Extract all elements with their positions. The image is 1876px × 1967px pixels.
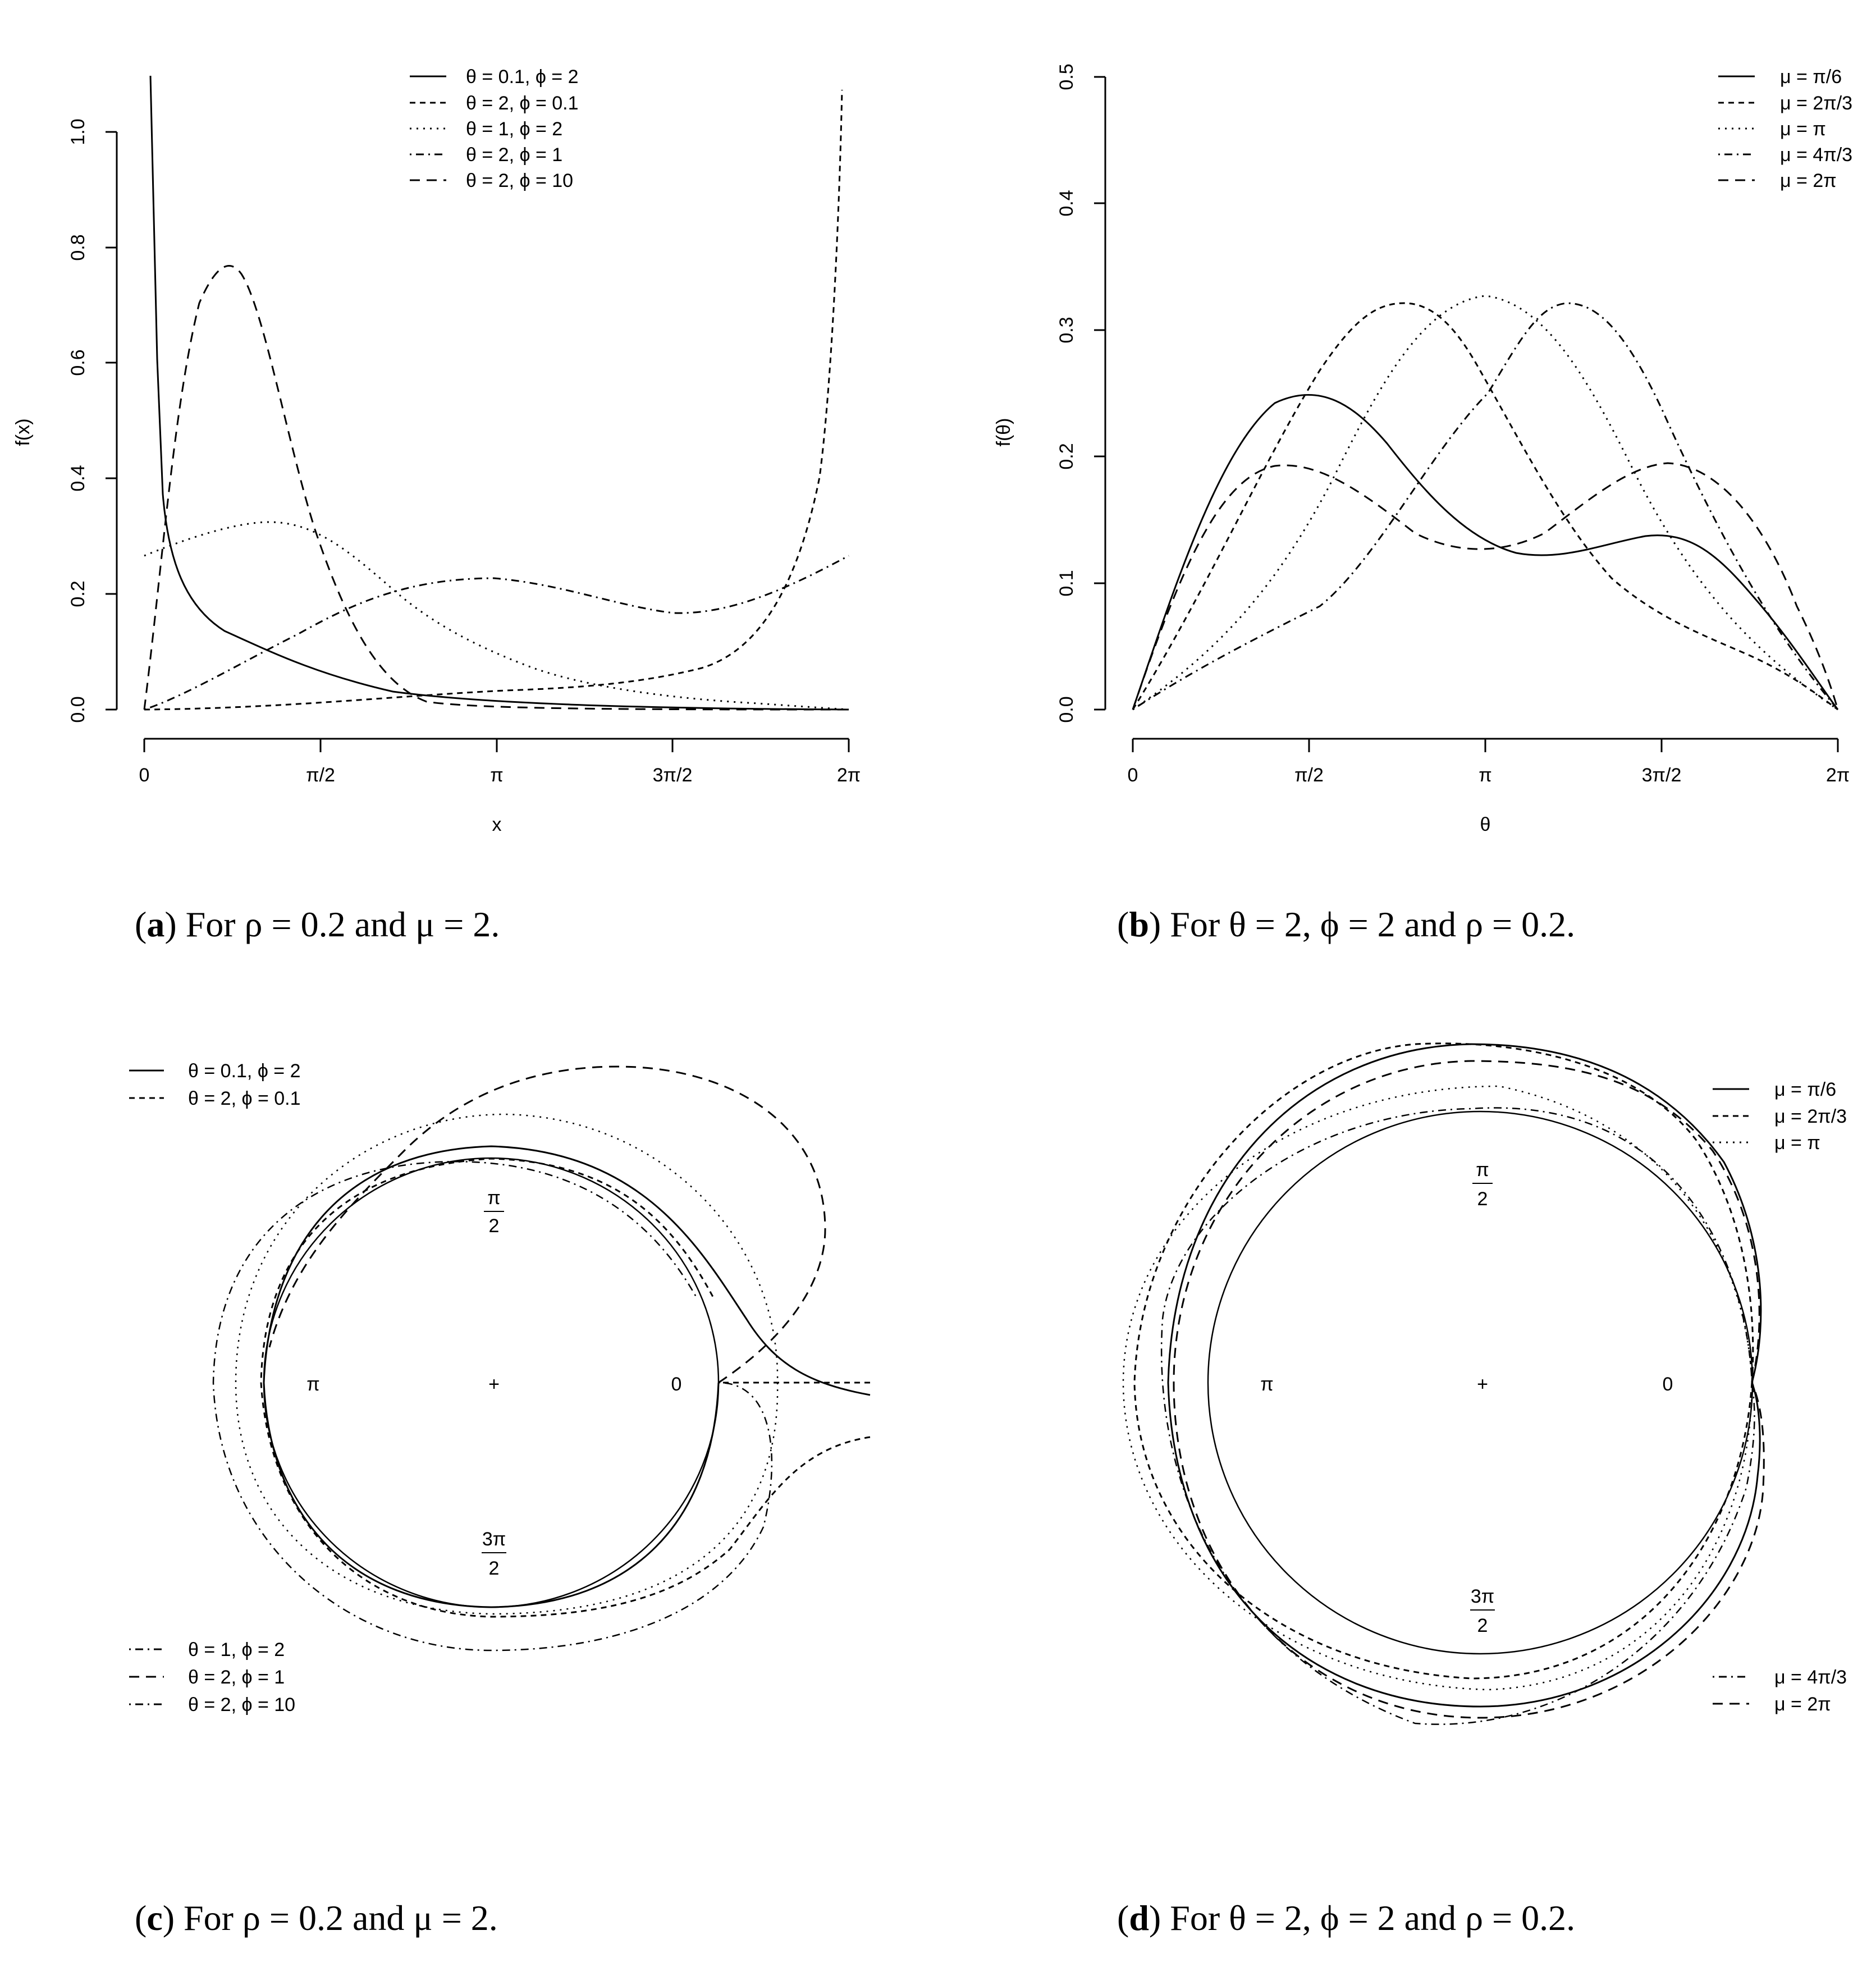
curve-theta1-phi2 bbox=[236, 1114, 777, 1614]
curve-mu-4pi-3 bbox=[1161, 1108, 1754, 1724]
legend-label: θ = 1, ϕ = 2 bbox=[188, 1639, 285, 1660]
x-tick-label: π bbox=[490, 765, 504, 786]
curve-mu-2pi bbox=[1133, 463, 1838, 710]
panel-b-chart bbox=[938, 0, 1876, 876]
legend-bottom bbox=[1713, 1667, 1847, 1715]
caption-d: (d) For θ = 2, ϕ = 2 and ρ = 0.2. bbox=[1117, 1898, 1576, 1938]
angle-label-zero: 0 bbox=[1662, 1374, 1673, 1395]
legend-top bbox=[129, 1060, 301, 1109]
caption-label: b bbox=[1129, 904, 1149, 944]
legend-label: μ = 2π bbox=[1780, 170, 1837, 191]
legend-label: θ = 2, ϕ = 1 bbox=[188, 1667, 285, 1688]
angle-label-three-half-num: 3π bbox=[1470, 1586, 1495, 1607]
legend-label: μ = 2π bbox=[1774, 1694, 1831, 1715]
legend-label: μ = 2π/3 bbox=[1774, 1106, 1847, 1127]
x-tick-label: π bbox=[1479, 765, 1492, 786]
panel-c-chart bbox=[0, 982, 938, 1858]
y-tick-label: 0.8 bbox=[67, 234, 89, 261]
x-tick-label: 2π bbox=[1825, 765, 1850, 786]
angle-label-half-pi-den: 2 bbox=[488, 1215, 500, 1237]
y-tick-label: 0.4 bbox=[67, 465, 89, 492]
angle-label-half-pi-den: 2 bbox=[1477, 1188, 1488, 1210]
x-tick-label: π/2 bbox=[306, 765, 335, 786]
x-tick-label: 0 bbox=[1127, 765, 1138, 786]
y-tick-label: 0.2 bbox=[67, 580, 89, 607]
caption-text: For θ = 2, ϕ = 2 and ρ = 0.2. bbox=[1170, 904, 1576, 944]
legend-label: θ = 2, ϕ = 0.1 bbox=[466, 93, 579, 114]
curve-mu-2pi-3 bbox=[1134, 1044, 1753, 1678]
legend-label: θ = 2, ϕ = 0.1 bbox=[188, 1088, 301, 1109]
panel-a-chart bbox=[0, 0, 938, 876]
legend bbox=[1718, 66, 1852, 191]
angle-label-half-pi-num: π bbox=[487, 1187, 501, 1209]
center-marker: + bbox=[1477, 1374, 1488, 1395]
curve-theta0.1-phi2 bbox=[264, 1146, 870, 1607]
angle-label-three-half-num: 3π bbox=[482, 1529, 506, 1550]
caption-text: For ρ = 0.2 and μ = 2. bbox=[184, 1898, 498, 1938]
y-tick-label: 0.4 bbox=[1056, 190, 1077, 217]
caption-text: For ρ = 0.2 and μ = 2. bbox=[185, 904, 500, 944]
legend-label: μ = 2π/3 bbox=[1780, 93, 1853, 114]
x-tick-label: 0 bbox=[139, 765, 150, 786]
legend-label: μ = π/6 bbox=[1780, 66, 1842, 88]
legend-label: μ = π bbox=[1774, 1132, 1820, 1154]
legend-label: μ = π bbox=[1780, 118, 1826, 140]
y-tick-label: 0.3 bbox=[1056, 317, 1077, 344]
y-tick-label: 0.6 bbox=[67, 349, 89, 376]
y-axis-label: f(x) bbox=[12, 418, 34, 446]
legend-label: θ = 2, ϕ = 10 bbox=[466, 170, 574, 191]
angle-label-pi: π bbox=[306, 1374, 320, 1395]
panel-d-chart bbox=[938, 982, 1876, 1858]
y-tick-label: 1.0 bbox=[67, 118, 89, 145]
y-axis-label: f(θ) bbox=[993, 418, 1014, 447]
angle-label-half-pi-num: π bbox=[1476, 1159, 1489, 1181]
y-tick-label: 0.0 bbox=[67, 696, 89, 723]
curve-theta2-phi0.1 bbox=[261, 1159, 870, 1617]
y-tick-label: 0.2 bbox=[1056, 443, 1077, 470]
caption-c: (c) For ρ = 0.2 and μ = 2. bbox=[135, 1898, 498, 1938]
caption-label: c bbox=[147, 1898, 163, 1938]
legend-label: θ = 0.1, ϕ = 2 bbox=[466, 66, 579, 88]
x-tick-label: 3π/2 bbox=[1641, 765, 1682, 786]
x-tick-label: π/2 bbox=[1294, 765, 1324, 786]
angle-label-three-half-den: 2 bbox=[488, 1558, 500, 1579]
angle-label-three-half-den: 2 bbox=[1477, 1615, 1488, 1636]
legend bbox=[410, 66, 579, 191]
caption-label: a bbox=[147, 904, 165, 944]
legend-label: θ = 2, ϕ = 10 bbox=[188, 1694, 296, 1716]
caption-label: d bbox=[1129, 1898, 1149, 1938]
angle-label-zero: 0 bbox=[671, 1374, 682, 1395]
x-axis-label: θ bbox=[1480, 814, 1491, 835]
caption-b: (b) For θ = 2, ϕ = 2 and ρ = 0.2. bbox=[1117, 904, 1576, 944]
x-tick-label: 3π/2 bbox=[652, 765, 693, 786]
caption-a: (a) For ρ = 0.2 and μ = 2. bbox=[135, 904, 500, 944]
y-tick-label: 0.5 bbox=[1056, 63, 1077, 90]
center-marker: + bbox=[488, 1374, 500, 1395]
x-axis-label: x bbox=[492, 814, 502, 835]
curve-theta2-phi1 bbox=[269, 1067, 825, 1383]
legend-top bbox=[1713, 1079, 1847, 1154]
legend-label: θ = 1, ϕ = 2 bbox=[466, 118, 563, 140]
legend-label: θ = 2, ϕ = 1 bbox=[466, 144, 563, 166]
legend-label: μ = π/6 bbox=[1774, 1079, 1837, 1100]
angle-label-pi: π bbox=[1260, 1374, 1274, 1395]
legend-label: μ = 4π/3 bbox=[1780, 144, 1853, 166]
y-tick-label: 0.1 bbox=[1056, 570, 1077, 597]
legend-bottom bbox=[129, 1639, 295, 1716]
legend-label: θ = 0.1, ϕ = 2 bbox=[188, 1060, 301, 1082]
curve-theta1-phi2 bbox=[144, 522, 849, 710]
caption-text: For θ = 2, ϕ = 2 and ρ = 0.2. bbox=[1170, 1898, 1576, 1938]
legend-label: μ = 4π/3 bbox=[1774, 1667, 1847, 1688]
x-tick-label: 2π bbox=[836, 765, 861, 786]
curve-theta2-phi1 bbox=[144, 556, 849, 710]
y-tick-label: 0.0 bbox=[1056, 696, 1077, 723]
